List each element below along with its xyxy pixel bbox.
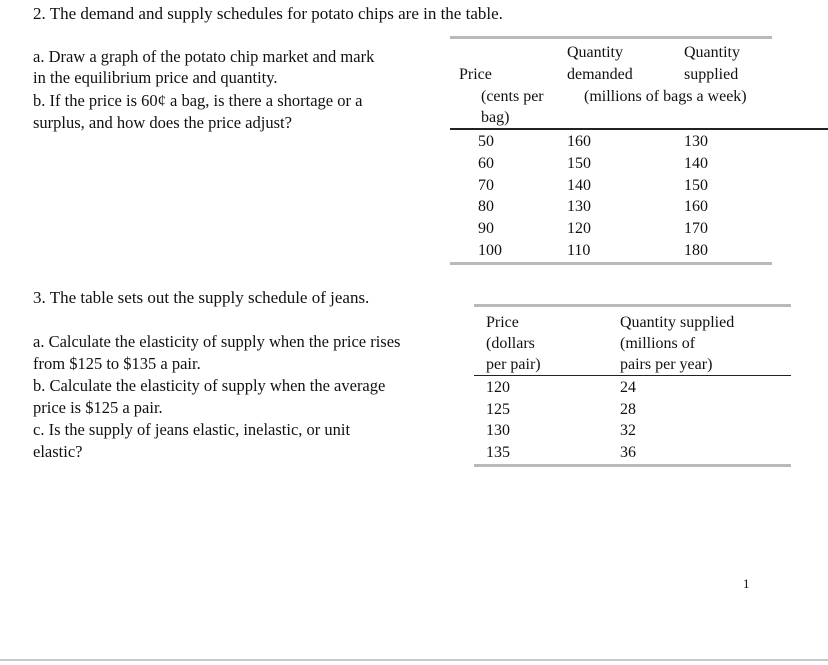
q3-title: 3. The table sets out the supply schedule of jeans. [33,288,370,307]
table-cell: 80 [478,198,494,216]
table2-header-price3: per pair) [486,356,541,373]
table1-header-qs1: Quantity [684,44,740,61]
table1-header-qd2: demanded [567,66,633,83]
table-cell: 50 [478,133,494,150]
table-cell: 170 [684,220,708,238]
table-cell: 24 [620,379,636,396]
table-cell: 150 [567,154,591,172]
page-number: 1 [743,576,750,591]
q3-part-b-line1: b. Calculate the elasticity of supply when the average [33,376,386,395]
q3-part-a-line2: from $125 to $135 a pair. [33,354,201,373]
table-cell: 120 [567,220,591,238]
table-cell: 130 [486,422,510,440]
page-bottom-edge [0,659,828,661]
q3-part-c-line1: c. Is the supply of jeans elastic, inelastic, or unit [33,420,351,439]
q3-part-a-line1: a. Calculate the elasticity of supply when the price rises [33,332,401,351]
table2-header-qs3: pairs per year) [620,356,713,373]
table-cell: 150 [684,176,708,194]
table-cell: 140 [567,176,591,194]
table-cell: 180 [684,241,708,259]
table-cell: 140 [684,154,708,172]
table-cell: 36 [620,443,636,461]
table1-price-column [478,131,502,262]
table1-bottom-rule [450,262,772,265]
table1-header-price-unit2: bag) [481,109,510,126]
table-cell: 70 [478,176,494,194]
table1-header-qs2: supplied [684,66,739,83]
q2-part-b-line2: surplus, and how does the price adjust? [33,113,292,132]
q2-part-a-line2: in the equilibrium price and quantity. [33,68,278,87]
table1-header-quantity-unit: (millions of bags a week) [584,88,747,105]
table1-header-price: Price [459,66,492,83]
q2-part-b-line1: b. If the price is 60¢ a bag, is there a shortage or a [33,91,363,110]
table-cell: 90 [478,220,494,238]
table-cell: 135 [486,443,510,461]
table-cell: 130 [684,133,708,150]
table1-top-rule [450,36,772,39]
table1-demanded-column [567,131,591,262]
table2-header-qs1: Quantity supplied [620,314,735,331]
q3-part-b-line2: price is $125 a pair. [33,398,163,417]
table1-header-rule [450,128,828,130]
table-cell: 32 [620,422,636,440]
q2-part-a-line1: a. Draw a graph of the potato chip market and mark [33,47,375,66]
table2-price-column [486,377,510,463]
q2-title: 2. The demand and supply schedules for potato chips are in the table. [33,4,503,23]
table1-header-price-unit1: (cents per [481,88,544,105]
table-cell: 100 [478,241,502,259]
table1-header-qd1: Quantity [567,44,623,61]
table-cell: 28 [620,400,636,418]
table-cell: 110 [567,241,591,259]
table-cell: 120 [486,379,510,396]
q3-part-c-line2: elastic? [33,442,83,461]
table2-header-rule [474,375,791,376]
table-cell: 130 [567,198,591,216]
table1-supplied-column [684,131,708,262]
table2-header-qs2: (millions of [620,335,696,352]
table2-supplied-column [620,377,636,463]
table-cell: 160 [567,133,591,150]
table2-header-price1: Price [486,314,519,331]
table-cell: 160 [684,198,708,216]
table2-top-rule [474,304,791,307]
table2-bottom-rule [474,464,791,467]
table-cell: 125 [486,400,510,418]
table2-header-price2: (dollars [486,335,535,352]
table-cell: 60 [478,154,494,172]
